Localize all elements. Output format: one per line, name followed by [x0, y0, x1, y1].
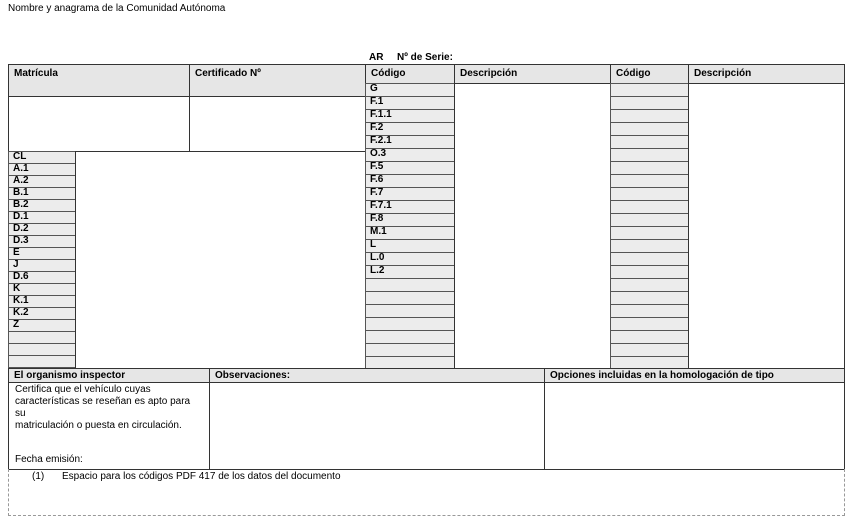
inspector-text-3: matriculación o puesta en circulación.	[15, 420, 182, 431]
right-description-area	[688, 83, 845, 369]
right-code-row	[610, 109, 689, 123]
left-code-code: E	[13, 247, 20, 258]
right-descripcion-header	[688, 64, 845, 84]
observaciones-header	[209, 368, 545, 383]
middle-code-code: F.5	[370, 161, 384, 172]
left-code-code: B.1	[13, 187, 29, 198]
middle-code-code: L	[370, 239, 377, 250]
middle-code-row	[365, 343, 455, 357]
opciones-title: Opciones incluidas en la homologación de tipo	[550, 370, 774, 381]
middle-code-code: F.2	[370, 122, 384, 133]
right-code-row	[610, 278, 689, 292]
middle-code-code: L.2	[370, 265, 385, 276]
middle-code-row	[365, 122, 455, 136]
left-code-code: D.1	[13, 211, 29, 222]
opciones-body	[544, 382, 845, 470]
middle-code-code: F.7	[370, 187, 384, 198]
certificado-header	[189, 64, 366, 97]
serial-label: Nº de Serie:	[397, 52, 453, 63]
right-code-row	[610, 174, 689, 188]
middle-code-row	[365, 174, 455, 188]
middle-description-area	[454, 83, 611, 369]
fecha-emision-label: Fecha emisión:	[15, 454, 83, 465]
left-code-code: K.1	[13, 295, 29, 306]
left-code-code: J	[13, 259, 19, 270]
middle-code-code: F.1	[370, 96, 384, 107]
observaciones-body	[209, 382, 545, 470]
certificado-label: Certificado Nº	[195, 68, 261, 79]
middle-descripcion-label: Descripción	[460, 68, 518, 79]
right-code-row	[610, 148, 689, 162]
middle-codigo-label: Código	[371, 68, 406, 79]
left-code-code: D.2	[13, 223, 29, 234]
middle-code-row	[365, 135, 455, 149]
right-code-row	[610, 239, 689, 253]
middle-code-row	[365, 96, 455, 110]
right-code-row	[610, 317, 689, 331]
middle-descripcion-header	[454, 64, 611, 84]
middle-code-row	[365, 109, 455, 123]
left-code-code: D.3	[13, 235, 29, 246]
footer-number: (1)	[32, 471, 45, 482]
left-code-code: D.6	[13, 271, 29, 282]
right-code-row	[610, 135, 689, 149]
inspector-body	[8, 382, 210, 470]
right-code-row	[610, 304, 689, 318]
left-code-row	[8, 355, 76, 368]
left-code-code: K	[13, 283, 21, 294]
serial-ar: AR	[369, 52, 384, 63]
left-code-code: A.1	[13, 163, 29, 174]
middle-code-row	[365, 278, 455, 292]
right-code-row	[610, 330, 689, 344]
matricula-label: Matrícula	[14, 68, 58, 79]
middle-code-code: F.1.1	[370, 109, 392, 120]
middle-code-row	[365, 148, 455, 162]
right-code-row	[610, 252, 689, 266]
middle-code-code: F.7.1	[370, 200, 392, 211]
middle-code-row	[365, 200, 455, 214]
middle-code-code: L.0	[370, 252, 385, 263]
middle-code-code: M.1	[370, 226, 387, 237]
right-code-row	[610, 187, 689, 201]
middle-code-code: G	[370, 83, 378, 94]
middle-code-row	[365, 265, 455, 279]
right-code-row	[610, 96, 689, 110]
opciones-header	[544, 368, 845, 383]
left-description-area	[75, 151, 366, 369]
middle-code-row	[365, 291, 455, 305]
middle-code-row	[365, 239, 455, 253]
right-codigo-header	[610, 64, 689, 84]
right-code-row	[610, 83, 689, 97]
certificado-field	[189, 96, 366, 152]
right-codigo-label: Código	[616, 68, 651, 79]
middle-code-row	[365, 317, 455, 331]
middle-code-code: F.2.1	[370, 135, 392, 146]
right-code-row	[610, 161, 689, 175]
footer-text: Espacio para los códigos PDF 417 de los datos del documento	[62, 471, 341, 482]
middle-code-code: F.6	[370, 174, 384, 185]
middle-code-code: O.3	[370, 148, 387, 159]
left-code-code: B.2	[13, 199, 29, 210]
left-code-code: CL	[13, 151, 27, 162]
left-code-code: Z	[13, 319, 20, 330]
right-code-row	[610, 122, 689, 136]
left-code-code: A.2	[13, 175, 29, 186]
middle-code-row	[365, 304, 455, 318]
matricula-field	[8, 96, 190, 152]
middle-code-row	[365, 161, 455, 175]
middle-code-code: F.8	[370, 213, 384, 224]
middle-code-row	[365, 226, 455, 240]
middle-code-row	[365, 187, 455, 201]
right-code-row	[610, 213, 689, 227]
left-code-code: K.2	[13, 307, 29, 318]
right-descripcion-label: Descripción	[694, 68, 752, 79]
right-code-row	[610, 200, 689, 214]
inspector-header	[8, 368, 210, 383]
middle-codigo-header	[365, 64, 455, 84]
inspector-title: El organismo inspector	[14, 370, 126, 381]
matricula-header	[8, 64, 190, 97]
right-code-row	[610, 343, 689, 357]
middle-code-row	[365, 252, 455, 266]
observaciones-title: Observaciones:	[215, 370, 291, 381]
right-code-row	[610, 226, 689, 240]
inspector-text-2: características se reseñan es apto para su	[15, 396, 191, 419]
right-code-row	[610, 291, 689, 305]
middle-code-row	[365, 330, 455, 344]
middle-code-row	[365, 213, 455, 227]
right-code-row	[610, 265, 689, 279]
inspector-text-1: Certifica que el vehículo cuyas	[15, 384, 151, 395]
middle-code-row	[365, 83, 455, 97]
header-note: Nombre y anagrama de la Comunidad Autónoma	[8, 3, 226, 14]
